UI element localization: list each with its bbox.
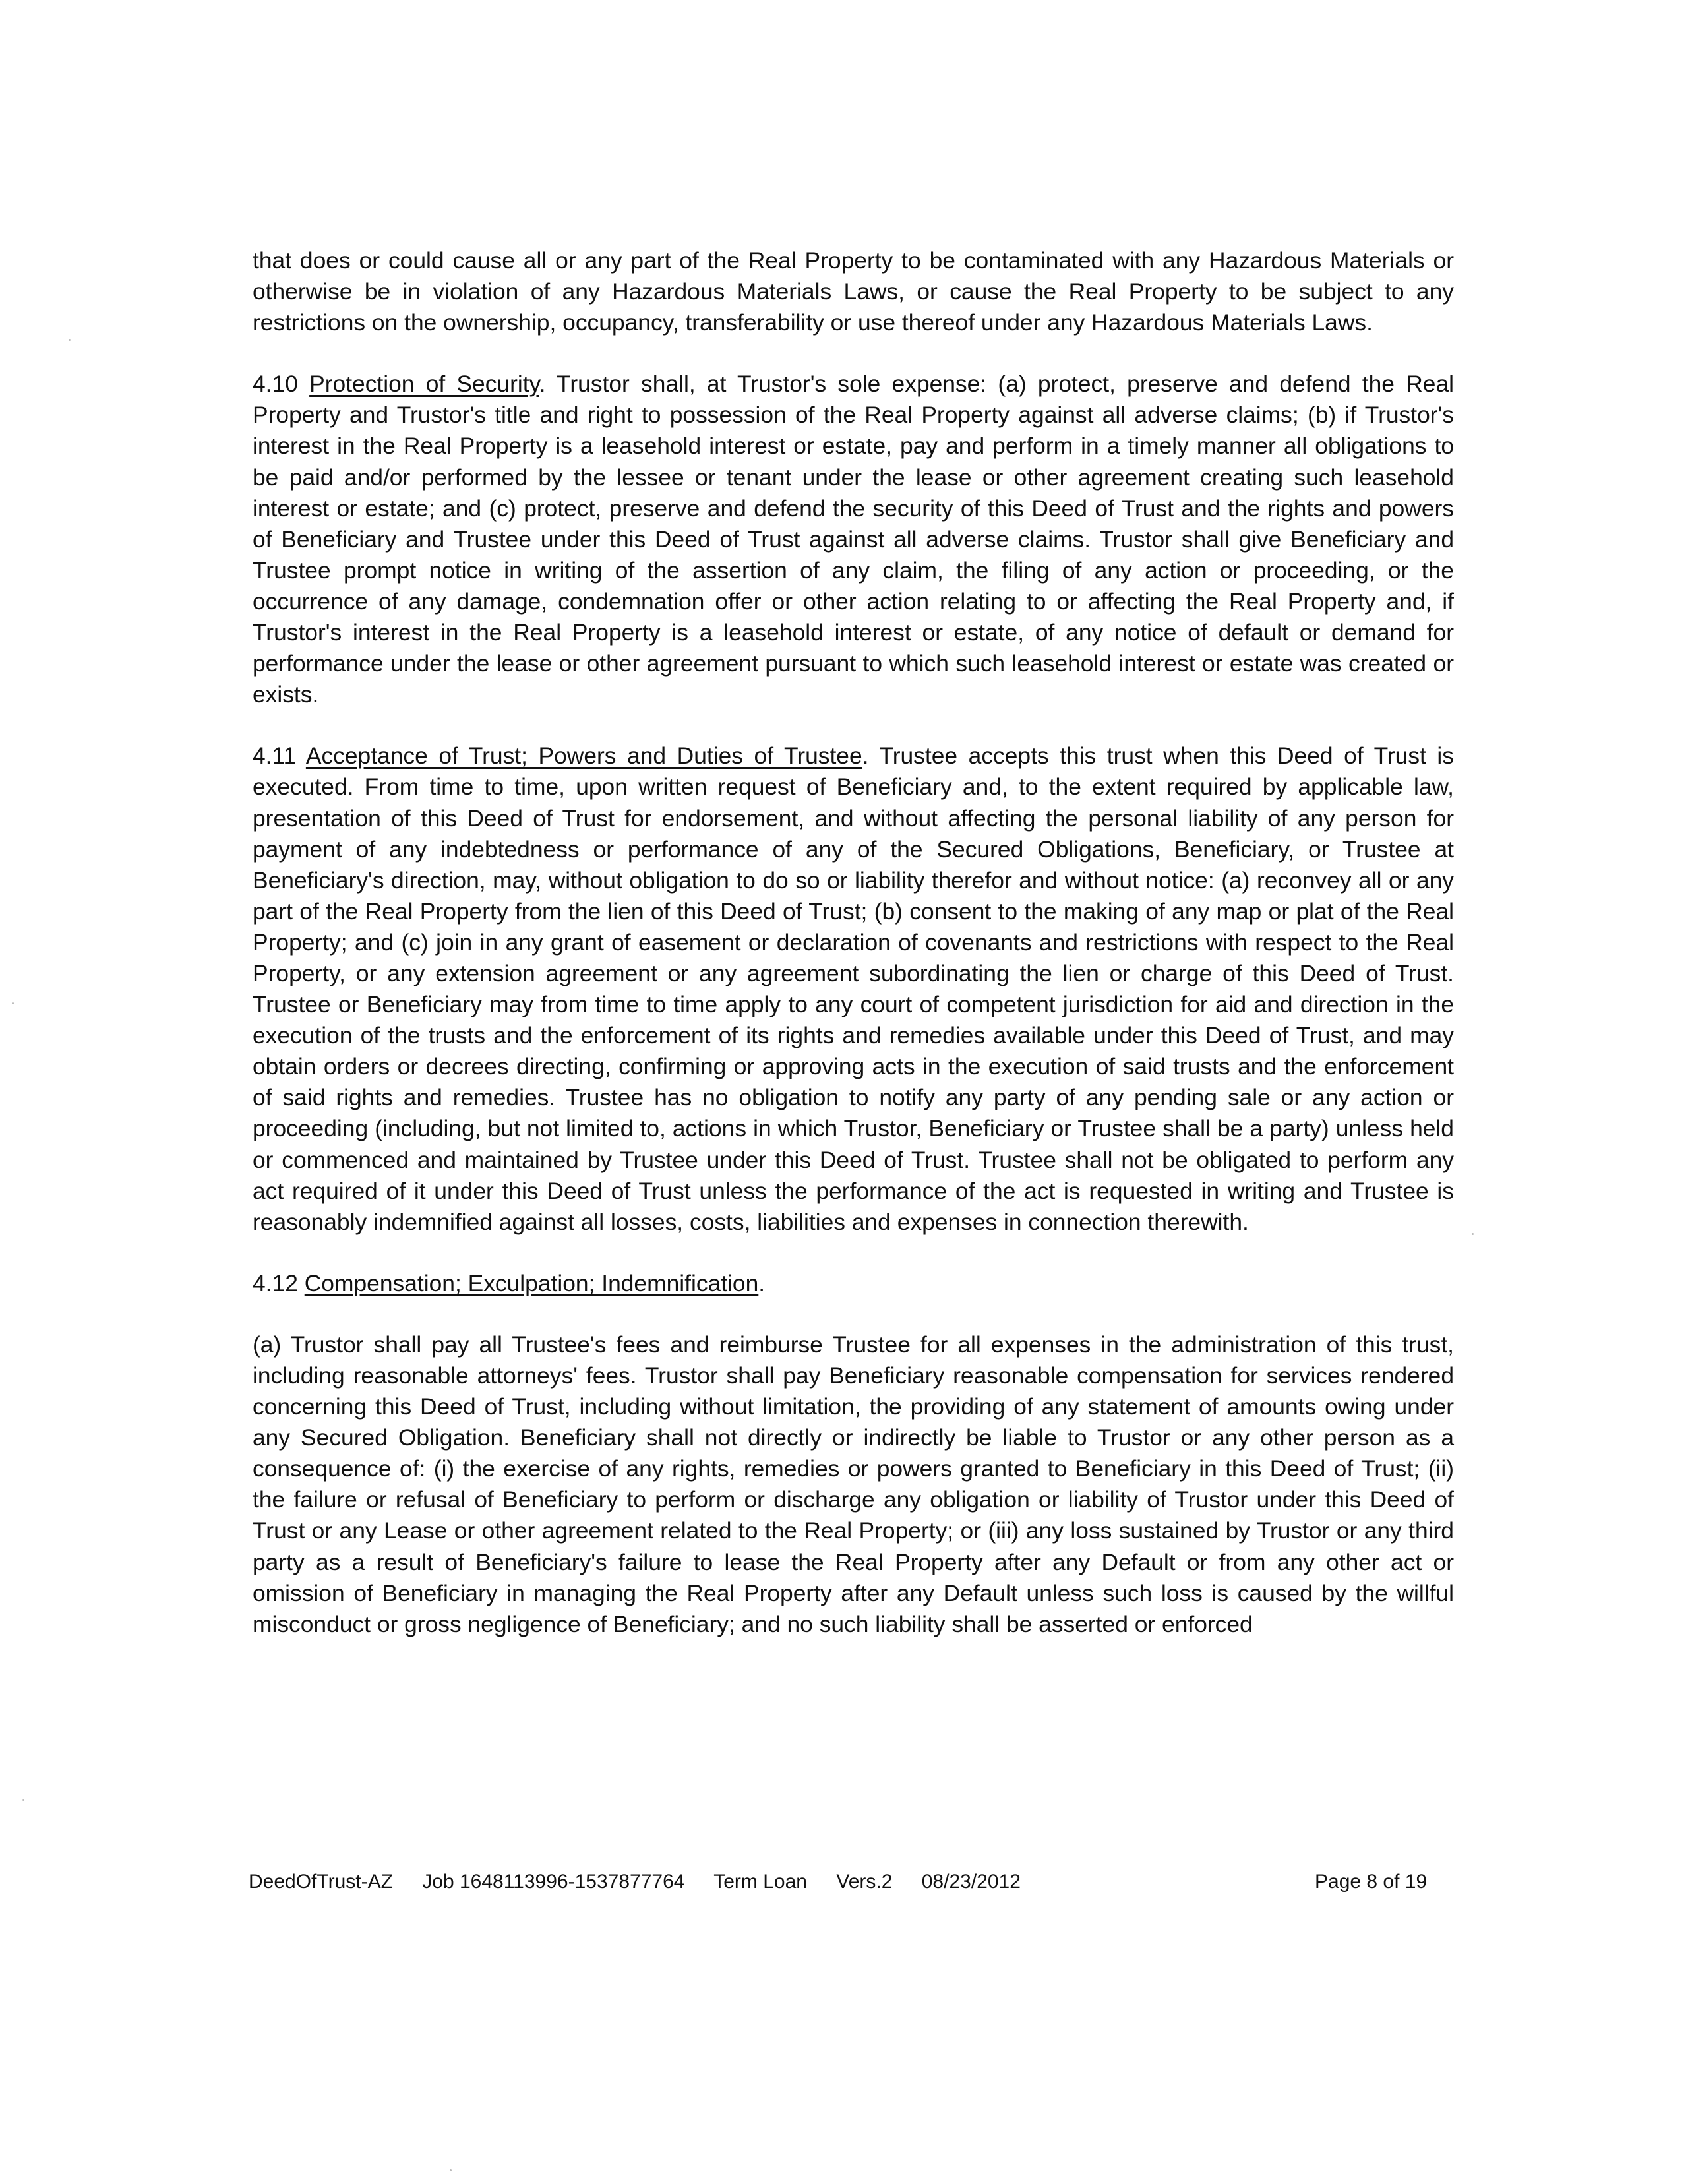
section-4-11 [253, 741, 1454, 1238]
section-heading: Compensation; Exculpation; Indemnification [304, 1269, 759, 1296]
section-4-12-a: (a) Trustor shall pay all Trustee's fees and reimburse Trustee for all expenses in the administration of this trust, including reasonable attorneys' fees. Trustor shall pay Beneficiary reasonable compensation for services rendered concerning this Deed of Trust, including without limitation, the providing of any statement of amounts owing under any Secured Obligation. Beneficiary shall not directly or indirectly be liable to Trustor or any other person as a consequence of: (i) the exercise of any rights, remedies or powers granted to Beneficiary in this Deed of Trust; (ii) the failure or refusal of Beneficiary to perform or discharge any obligation or liability of Trustor under this Deed of Trust or any Lease or other agreement related to the Real Property; or (iii) any loss sustained by Trustor or any third party as a result of Beneficiary's failure to lease the Real Property after any Default or from any other act or omission of Beneficiary in managing the Real Property after any Default unless such loss is caused by the willful misconduct or gross negligence of Beneficiary; and no such liability shall be asserted or enforced [253, 1331, 1454, 1637]
footer-page-number: Page 8 of 19 [1315, 1871, 1428, 1893]
section-number: 4.10 [253, 371, 298, 398]
scan-speck [1472, 1233, 1474, 1235]
section-heading: Acceptance of Trust; Powers and Duties of Trustee [305, 743, 862, 770]
section-number: 4.11 [253, 743, 297, 770]
scan-speck [450, 2169, 452, 2171]
footer-loan-type: Term Loan [713, 1871, 807, 1893]
section-heading: Protection of Security [309, 371, 539, 398]
section-heading-trail: . [758, 1269, 766, 1296]
scan-speck [12, 1002, 14, 1004]
footer-document-info [249, 1870, 1021, 1894]
section-body: . Trustor shall, at Trustor's sole expense: (a) protect, preserve and defend the Real Property and Trustor's title and right to possession of the Real Property against all adverse claims; (b) if Trustor's interest in the Real Property is a leasehold interest or estate, pay and perform in a timely manner all obligations to be paid and/or performed by the lessee or tenant under the lease or other agreement creating such leasehold interest or estate; and (c) protect, preserve and defend the security of this Deed of Trust and the rights and powers of Beneficiary and Trustee under this Deed of Trust against all adverse claims. Trustor shall give Beneficiary and Trustee prompt notice in writing of the assertion of any claim, the filing of any action or proceeding, or the occurrence of any damage, condemnation offer or other action relating to or affecting the Real Property and, if Trustor's interest in the Real Property is a leasehold interest or estate, of any notice of default or demand for performance under the lease or other agreement pursuant to which such leasehold interest or estate was created or exists. [253, 371, 1454, 708]
section-4-10 [253, 369, 1454, 710]
section-body: . Trustee accepts this trust when this Deed of Trust is executed. From time to time, upon written request of Beneficiary and, to the extent required by applicable law, presentation of this Deed of Trust for endorsement, and without affecting the personal liability of any person for payment of any indebtedness or performance of any of the Secured Obligations, Beneficiary, or Trustee at Beneficiary's direction, may, without obligation to do so or liability therefor and without notice: (a) reconvey all or any part of the Real Property from the lien of this Deed of Trust; (b) consent to the making of any map or plat of the Real Property; and (c) join in any grant of easement or declaration of covenants and restrictions with respect to the Real Property, or any extension agreement or any agreement subordinating the lien or charge of this Deed of Trust. Trustee or Beneficiary may from time to time apply to any court of competent jurisdiction for aid and direction in the execution of the trusts and the enforcement of its rights and remedies available under this Deed of Trust, and may obtain orders or decrees directing, confirming or approving acts in the execution of said trusts and the enforcement of said rights and remedies. Trustee has no obligation to notify any party of any pending sale or any action or proceeding (including, but not limited to, actions in which Trustor, Beneficiary or Trustee shall be a party) unless held or commenced and maintained by Trustee under this Deed of Trust. Trustee shall not be obligated to perform any act required of it under this Deed of Trust unless the performance of the act is requested in writing and Trustee is reasonably indemnified against all losses, costs, liabilities and expenses in connection therewith. [253, 743, 1454, 1235]
section-number: 4.12 [253, 1269, 298, 1296]
footer-date: 08/23/2012 [921, 1871, 1021, 1893]
scan-speck [69, 339, 71, 341]
footer-job: Job 1648113996-1537877764 [422, 1871, 685, 1893]
section-4-12 [253, 1268, 1454, 1299]
document-body [253, 245, 1454, 1670]
footer-doc-name: DeedOfTrust-AZ [249, 1871, 393, 1893]
footer-version: Vers.2 [836, 1871, 893, 1893]
paragraph-hazardous-materials-continuation: that does or could cause all or any part of the Real Property to be contaminated with any Hazardous Materials or otherwise be in violation of any Hazardous Materials Laws, or cause the Real Property to be subject to any restrictions on the ownership, occupancy, transferability or use thereof under any Hazardous Materials Laws. [253, 247, 1454, 336]
scan-speck [22, 1799, 24, 1801]
